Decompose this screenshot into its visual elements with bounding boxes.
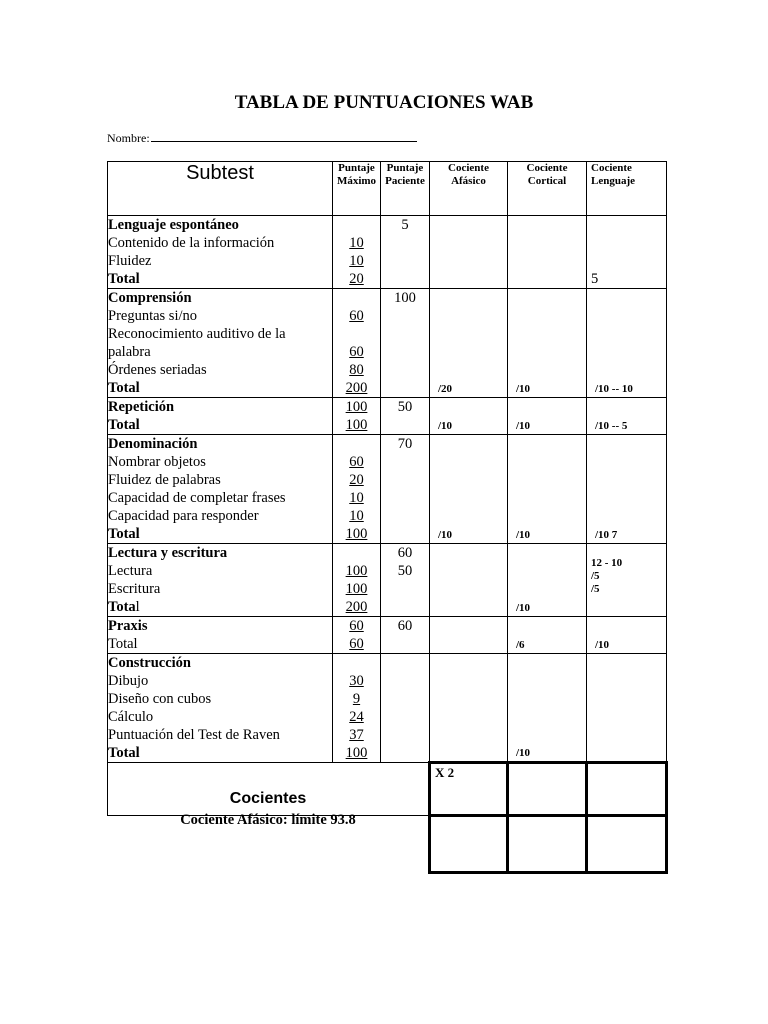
lectura-qa[interactable] (430, 544, 508, 617)
lenguaje-labels: Lenguaje espontáneo Contenido de la información Fluidez Total (108, 216, 333, 289)
cocientes-row (108, 763, 667, 816)
denominacion-ql[interactable]: /10 7 (587, 435, 667, 544)
nombre-underline[interactable] (151, 129, 417, 142)
denominacion-paciente[interactable]: 70 (381, 435, 430, 544)
section-comprension (108, 289, 667, 398)
cociente-afasico-box[interactable] (430, 763, 508, 816)
lenguaje-ql[interactable]: 5 (587, 216, 667, 289)
cociente-lenguaje-box[interactable] (587, 763, 667, 816)
nombre-field[interactable] (107, 129, 417, 146)
repeticion-qc[interactable]: /10 (508, 398, 587, 435)
cocientes-label: Cocientes (229, 790, 307, 807)
header-subtest: Subtest (108, 162, 333, 216)
header-puntaje-maximo: Puntaje Máximo (333, 162, 381, 216)
section-repeticion (108, 398, 667, 435)
lectura-max: 100 100 200 (333, 544, 381, 617)
page-title: TABLA DE PUNTUACIONES WAB (234, 92, 534, 113)
comprension-paciente[interactable]: 100 (381, 289, 430, 398)
praxis-paciente[interactable]: 60 (381, 617, 430, 654)
construccion-qa[interactable] (430, 654, 508, 763)
construccion-max: 30 9 24 37 100 (333, 654, 381, 763)
praxis-qa[interactable] (430, 617, 508, 654)
cociente-lenguaje-result-box[interactable] (587, 816, 667, 873)
comprension-max: 60 60 80 200 (333, 289, 381, 398)
comprension-qc[interactable]: /10 (508, 289, 587, 398)
header-row (108, 162, 667, 216)
lenguaje-max: 10 10 20 (333, 216, 381, 289)
construccion-labels: Construcción Dibujo Diseño con cubos Cálculo Puntuación del Test de Raven Total (108, 654, 333, 763)
lectura-paciente[interactable]: 60 50 (381, 544, 430, 617)
section-denominacion (108, 435, 667, 544)
denominacion-labels: Denominación Nombrar objetos Fluidez de palabras Capacidad de completar frases Capacidad para responder Total (108, 435, 333, 544)
lenguaje-paciente[interactable]: 5 (381, 216, 430, 289)
lectura-ql[interactable]: 12 - 10 /5 /5 (587, 544, 667, 617)
cociente-cortical-box[interactable] (508, 763, 587, 816)
scores-table (107, 161, 668, 874)
comprension-ql[interactable]: /10 -- 10 (587, 289, 667, 398)
lectura-qc[interactable]: /10 (508, 544, 587, 617)
header-cociente-lenguaje: Cociente Lenguaje (587, 162, 667, 216)
denominacion-qc[interactable]: /10 (508, 435, 587, 544)
repeticion-qa[interactable]: /10 (430, 398, 508, 435)
construccion-ql[interactable] (587, 654, 667, 763)
repeticion-paciente[interactable]: 50 (381, 398, 430, 435)
nombre-label: Nombre: (107, 131, 150, 145)
header-cociente-afasico: Cociente Afásico (430, 162, 508, 216)
section-construccion (108, 654, 667, 763)
header-cociente-cortical: Cociente Cortical (508, 162, 587, 216)
denominacion-max: 60 20 10 10 100 (333, 435, 381, 544)
praxis-max: 60 60 (333, 617, 381, 654)
section-lectura-escritura (108, 544, 667, 617)
cociente-afasico-limit: Cociente Afásico: límite 93.8 (180, 812, 356, 828)
comprension-labels: Comprensión Preguntas si/no Reconocimiento auditivo de la palabra Órdenes seriadas Total (108, 289, 333, 398)
comprension-qa[interactable]: /20 (430, 289, 508, 398)
construccion-qc[interactable]: /10 (508, 654, 587, 763)
lenguaje-qc[interactable] (508, 216, 587, 289)
cocientes-label-cell (108, 763, 430, 816)
cociente-cortical-result-box[interactable] (508, 816, 587, 873)
praxis-ql[interactable]: /10 (587, 617, 667, 654)
repeticion-max: 100 100 (333, 398, 381, 435)
x2-label: X 2 (435, 765, 455, 780)
lenguaje-qa[interactable] (430, 216, 508, 289)
repeticion-ql[interactable]: /10 -- 5 (587, 398, 667, 435)
section-lenguaje-espontaneo (108, 216, 667, 289)
cociente-afasico-result-box[interactable] (430, 816, 508, 873)
construccion-paciente[interactable] (381, 654, 430, 763)
denominacion-qa[interactable]: /10 (430, 435, 508, 544)
lectura-labels: Lectura y escritura Lectura Escritura Total (108, 544, 333, 617)
praxis-qc[interactable]: /6 (508, 617, 587, 654)
section-praxis (108, 617, 667, 654)
repeticion-labels: Repetición Total (108, 398, 333, 435)
praxis-labels: Praxis Total (108, 617, 333, 654)
header-puntaje-paciente: Puntaje Paciente (381, 162, 430, 216)
